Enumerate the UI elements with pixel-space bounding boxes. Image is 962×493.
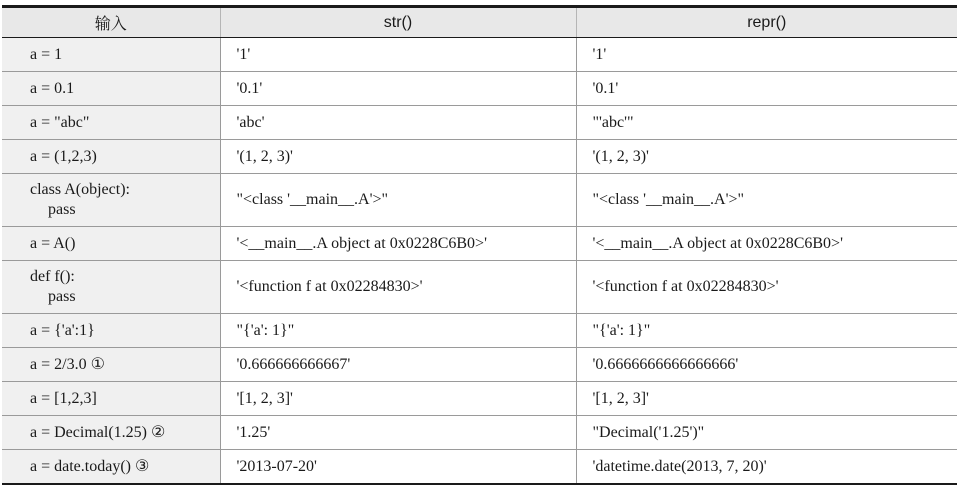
repr-cell: '0.1' [576, 72, 957, 106]
table-row [2, 314, 957, 348]
table-row [2, 261, 957, 314]
str-repr-comparison-table [2, 5, 957, 485]
input-code: a = date.today() ③ [30, 457, 150, 475]
input-code-continuation: pass [48, 201, 76, 218]
repr-cell: "<class '__main__.A'>" [576, 174, 957, 227]
header-str: str() [220, 7, 576, 38]
table-row [2, 227, 957, 261]
repr-cell: "Decimal('1.25')" [576, 416, 957, 450]
str-cell: 'abc' [220, 106, 576, 140]
str-cell: '2013-07-20' [220, 450, 576, 485]
input-cell [2, 348, 220, 382]
str-cell: "{'a': 1}" [220, 314, 576, 348]
table-row [2, 416, 957, 450]
input-code: a = A() [30, 234, 76, 252]
input-code: a = Decimal(1.25) ② [30, 423, 166, 441]
input-code: a = 0.1 [30, 79, 75, 97]
repr-cell: "{'a': 1}" [576, 314, 957, 348]
repr-cell: "'abc'" [576, 106, 957, 140]
table-row [2, 72, 957, 106]
table-row [2, 174, 957, 227]
header-input: 输入 [2, 7, 220, 38]
header-row [2, 7, 957, 38]
repr-cell: 'datetime.date(2013, 7, 20)' [576, 450, 957, 485]
input-cell [2, 382, 220, 416]
input-code: a = 2/3.0 ① [30, 355, 105, 373]
input-code: a = "abc" [30, 113, 90, 131]
input-cell [2, 416, 220, 450]
input-cell [2, 72, 220, 106]
repr-cell: '(1, 2, 3)' [576, 140, 957, 174]
repr-cell: '0.6666666666666666' [576, 348, 957, 382]
input-cell [2, 38, 220, 72]
input-code: a = {'a':1} [30, 321, 95, 339]
input-code: a = (1,2,3) [30, 147, 97, 165]
repr-cell: '[1, 2, 3]' [576, 382, 957, 416]
input-code-continuation: pass [48, 288, 76, 305]
repr-cell: '<__main__.A object at 0x0228C6B0>' [576, 227, 957, 261]
table-row [2, 38, 957, 72]
table-row [2, 106, 957, 140]
str-cell: "<class '__main__.A'>" [220, 174, 576, 227]
str-cell: '(1, 2, 3)' [220, 140, 576, 174]
repr-cell: '1' [576, 38, 957, 72]
header-repr: repr() [576, 7, 957, 38]
str-cell: '<function f at 0x02284830>' [220, 261, 576, 314]
input-code: a = [1,2,3] [30, 389, 97, 407]
table-row [2, 348, 957, 382]
table-row [2, 140, 957, 174]
input-cell [2, 314, 220, 348]
input-cell [2, 174, 220, 227]
str-cell: '1.25' [220, 416, 576, 450]
input-cell [2, 140, 220, 174]
input-code: a = 1 [30, 45, 63, 63]
str-cell: '0.666666666667' [220, 348, 576, 382]
input-cell [2, 261, 220, 314]
input-code: def f(): [30, 268, 75, 285]
repr-cell: '<function f at 0x02284830>' [576, 261, 957, 314]
str-cell: '[1, 2, 3]' [220, 382, 576, 416]
input-cell [2, 106, 220, 140]
str-cell: '1' [220, 38, 576, 72]
input-cell [2, 227, 220, 261]
input-cell [2, 450, 220, 485]
str-cell: '0.1' [220, 72, 576, 106]
table-row [2, 382, 957, 416]
input-code: class A(object): [30, 181, 130, 198]
table-row [2, 450, 957, 485]
str-cell: '<__main__.A object at 0x0228C6B0>' [220, 227, 576, 261]
